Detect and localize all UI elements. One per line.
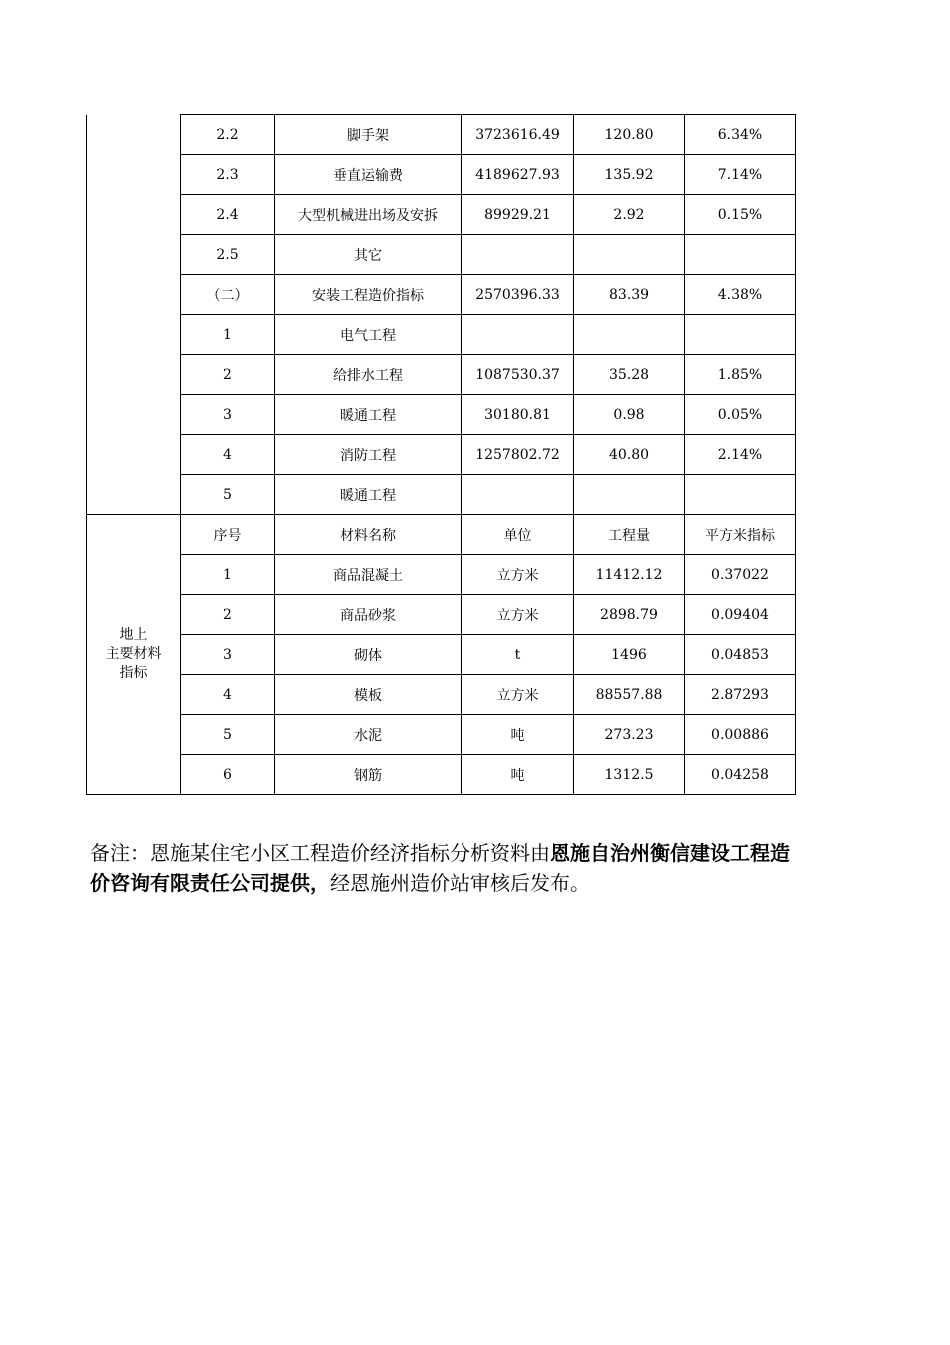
material-unit-cell: 吨 [462,715,574,755]
ratio-cell: 1.85% [685,355,796,395]
section-label-line: 指标 [119,665,148,681]
material-name-cell: 水泥 [275,715,462,755]
material-unit-cell: 吨 [462,755,574,795]
material-no-cell: 6 [181,755,275,795]
amount-cell: 1087530.37 [462,355,574,395]
item-name-cell: 脚手架 [275,115,462,155]
table-row [87,315,796,355]
amount-cell: 89929.21 [462,195,574,235]
table-row [87,435,796,475]
per-sqm-cell [574,475,685,515]
header-material-name: 材料名称 [275,515,462,555]
row-number-cell: 3 [181,395,275,435]
material-unit-cell: 立方米 [462,675,574,715]
section-label-line: 主要材料 [105,646,162,662]
amount-cell: 3723616.49 [462,115,574,155]
per-sqm-cell: 0.98 [574,395,685,435]
per-sqm-cell: 40.80 [574,435,685,475]
material-no-cell: 3 [181,635,275,675]
row-number-cell: （二） [181,275,275,315]
material-index-cell: 0.04258 [685,755,796,795]
material-row [87,715,796,755]
amount-cell [462,475,574,515]
material-quantity-cell: 273.23 [574,715,685,755]
amount-cell: 1257802.72 [462,435,574,475]
ratio-cell: 0.05% [685,395,796,435]
amount-cell: 4189627.93 [462,155,574,195]
material-unit-cell: t [462,635,574,675]
section-label-cell [87,115,181,515]
table-row [87,115,796,155]
cost-index-sheet [86,114,796,795]
ratio-cell: 0.15% [685,195,796,235]
cost-index-table [86,114,796,795]
material-row [87,635,796,675]
row-number-cell: 2.4 [181,195,275,235]
per-sqm-cell: 35.28 [574,355,685,395]
table-row [87,355,796,395]
material-header-row [87,515,796,555]
material-name-cell: 模板 [275,675,462,715]
amount-cell: 2570396.33 [462,275,574,315]
per-sqm-cell [574,235,685,275]
material-unit-cell: 立方米 [462,555,574,595]
material-section-label [87,515,181,795]
material-quantity-cell: 88557.88 [574,675,685,715]
material-index-cell: 0.00886 [685,715,796,755]
material-no-cell: 4 [181,675,275,715]
item-name-cell: 消防工程 [275,435,462,475]
ratio-cell: 6.34% [685,115,796,155]
table-row [87,275,796,315]
amount-cell [462,315,574,355]
row-number-cell: 2 [181,355,275,395]
table-row [87,235,796,275]
header-no: 序号 [181,515,275,555]
material-name-cell: 钢筋 [275,755,462,795]
item-name-cell: 暖通工程 [275,395,462,435]
amount-cell [462,235,574,275]
table-row [87,195,796,235]
item-name-cell: 电气工程 [275,315,462,355]
per-sqm-cell: 83.39 [574,275,685,315]
ratio-cell: 2.14% [685,435,796,475]
material-quantity-cell: 1496 [574,635,685,675]
row-number-cell: 5 [181,475,275,515]
ratio-cell: 7.14% [685,155,796,195]
upper-section-body [87,115,796,515]
table-row [87,395,796,435]
ratio-cell: 4.38% [685,275,796,315]
item-name-cell: 暖通工程 [275,475,462,515]
material-quantity-cell: 2898.79 [574,595,685,635]
material-row [87,755,796,795]
ratio-cell [685,235,796,275]
material-name-cell: 商品混凝土 [275,555,462,595]
section-label-line: 地上 [119,627,148,643]
note-prefix: 备注：恩施某住宅小区工程造价经济指标分析资料由 [90,841,550,865]
note-suffix: 经恩施州造价站审核后发布。 [330,871,590,895]
per-sqm-cell: 135.92 [574,155,685,195]
header-sqm-index: 平方米指标 [685,515,796,555]
material-row [87,675,796,715]
material-section-body [87,515,796,795]
material-no-cell: 5 [181,715,275,755]
row-number-cell: 4 [181,435,275,475]
material-index-cell: 0.09404 [685,595,796,635]
item-name-cell: 大型机械进出场及安拆 [275,195,462,235]
header-unit: 单位 [462,515,574,555]
item-name-cell: 安装工程造价指标 [275,275,462,315]
table-row [87,475,796,515]
material-name-cell: 商品砂浆 [275,595,462,635]
material-no-cell: 2 [181,595,275,635]
row-number-cell: 2.5 [181,235,275,275]
row-number-cell: 1 [181,315,275,355]
per-sqm-cell: 2.92 [574,195,685,235]
row-number-cell: 2.3 [181,155,275,195]
ratio-cell [685,475,796,515]
material-row [87,595,796,635]
amount-cell: 30180.81 [462,395,574,435]
material-name-cell: 砌体 [275,635,462,675]
material-index-cell: 0.37022 [685,555,796,595]
per-sqm-cell: 120.80 [574,115,685,155]
item-name-cell: 给排水工程 [275,355,462,395]
material-index-cell: 2.87293 [685,675,796,715]
table-row [87,155,796,195]
note-company: 恩施自治州衡信建设工程造价咨询有限责任公司提供， [90,841,790,895]
material-quantity-cell: 1312.5 [574,755,685,795]
row-number-cell: 2.2 [181,115,275,155]
material-index-cell: 0.04853 [685,635,796,675]
item-name-cell: 其它 [275,235,462,275]
ratio-cell [685,315,796,355]
material-no-cell: 1 [181,555,275,595]
material-row [87,555,796,595]
per-sqm-cell [574,315,685,355]
header-quantity: 工程量 [574,515,685,555]
remark-note [90,838,802,898]
material-unit-cell: 立方米 [462,595,574,635]
item-name-cell: 垂直运输费 [275,155,462,195]
material-quantity-cell: 11412.12 [574,555,685,595]
